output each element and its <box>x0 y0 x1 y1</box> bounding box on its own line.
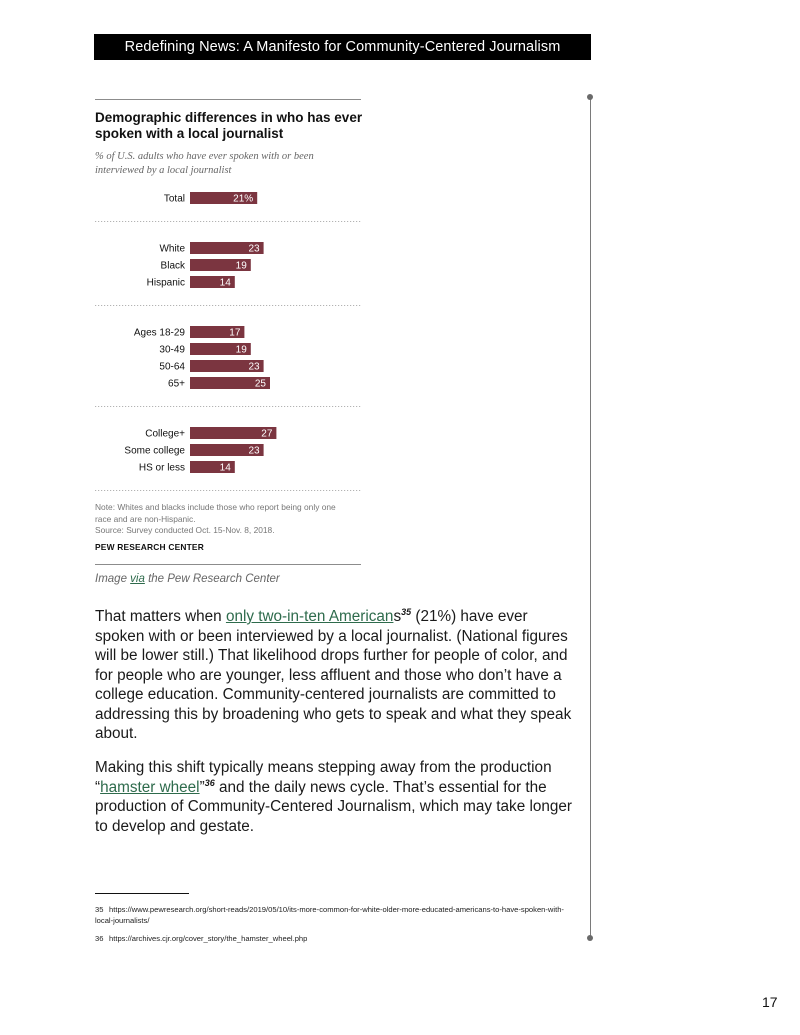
footnote-rule <box>95 893 189 894</box>
footnote-ref-35[interactable]: 35 <box>401 606 412 617</box>
side-rule <box>590 97 592 938</box>
paragraph-text: That matters when <box>95 608 226 625</box>
category-label: Total <box>163 193 185 205</box>
bar-value-label: 19 <box>235 344 247 356</box>
footnote-url[interactable]: https://archives.cjr.org/cover_story/the_hamster_wheel.php <box>109 934 308 943</box>
paragraph-text: Making this shift typically means stepping away from the production “ <box>95 759 552 796</box>
two-in-ten-link[interactable]: only two-in-ten American <box>225 608 394 625</box>
chart-top-rule <box>95 99 361 100</box>
bar-value-label: 14 <box>219 277 231 289</box>
bar-value-label: 25 <box>254 378 266 390</box>
chart-source-line: Source: Survey conducted Oct. 15-Nov. 8, 2018. <box>95 525 275 535</box>
bar-value-label: 17 <box>229 327 241 339</box>
paragraph-text: (21%) have ever spoken with or been interviewed by a local journalist. (National figures will be lower still.) That likelihood drops further for people of color, and for people who are younger, less affluent and those who don’t have a college education. Community-centered journalists are committed to addressing this by broadening who gets to speak and what they speak about. <box>95 608 572 742</box>
bar-value-label: 19 <box>235 260 247 272</box>
page-number: 17 <box>762 994 778 1010</box>
category-label: 30-49 <box>159 344 185 356</box>
category-label: 50-64 <box>159 361 185 373</box>
side-rule-top-dot <box>587 94 593 100</box>
hamster-wheel-link[interactable]: hamster wheel <box>100 778 200 796</box>
bar-value-label: 23 <box>248 243 260 255</box>
bar-value-label: 23 <box>248 361 260 373</box>
caption-text: Image <box>95 573 131 585</box>
chart-title: Demographic differences in who has ever spoken with a local journalist <box>95 110 363 141</box>
paragraph-text: ” <box>199 778 205 796</box>
category-label: Black <box>160 260 185 272</box>
category-label: 65+ <box>168 378 185 390</box>
image-caption <box>95 573 280 585</box>
bar-value-label: 23 <box>248 445 260 457</box>
chart-note-line: Note: Whites and blacks include those who report being only one <box>95 502 336 512</box>
caption-via-link[interactable]: via <box>130 573 145 585</box>
body-paragraph <box>95 758 575 836</box>
bar-value-label: 21% <box>233 193 254 205</box>
chart-subtitle: % of U.S. adults who have ever spoken with or been interviewed by a local journalist <box>95 151 314 176</box>
footnote-number: 35 <box>95 905 104 914</box>
chart-source-org: PEW RESEARCH CENTER <box>95 542 204 552</box>
chart-bottom-rule <box>95 564 361 565</box>
side-rule-bottom-dot <box>587 935 593 941</box>
body-paragraph <box>95 607 575 744</box>
footnote-35 <box>95 905 575 926</box>
bar-value-label: 27 <box>261 428 273 440</box>
chart-note <box>95 502 365 537</box>
footnote-url[interactable]: https://www.pewresearch.org/short-reads/2019/05/10/its-more-common-for-white-older-more-educated-americans-to-have-spoken-with-local-journalists/ <box>95 905 564 925</box>
chart-note-line: race and are non-Hispanic. <box>95 513 196 524</box>
bar-value-label: 14 <box>219 462 231 474</box>
footnote-36 <box>95 934 575 945</box>
footnote-number: 36 <box>95 934 104 943</box>
caption-text: the Pew Research Center <box>144 573 280 585</box>
footnote-ref-36[interactable]: 36 <box>204 777 215 788</box>
bar-chart <box>95 188 365 498</box>
document-header-title: Redefining News: A Manifesto for Community-Centered Journalism <box>94 34 591 60</box>
category-label: Hispanic <box>146 277 185 289</box>
category-label: College+ <box>145 428 185 440</box>
paragraph-text: s <box>393 608 402 625</box>
category-label: Some college <box>124 445 185 457</box>
category-label: HS or less <box>138 462 185 474</box>
paragraph-text: and the daily news cycle. That’s essential for the production of Community-Centered Journalism, which may take longer to develop and gestate. <box>95 778 572 835</box>
category-label: White <box>159 243 185 255</box>
category-label: Ages 18-29 <box>133 327 185 339</box>
